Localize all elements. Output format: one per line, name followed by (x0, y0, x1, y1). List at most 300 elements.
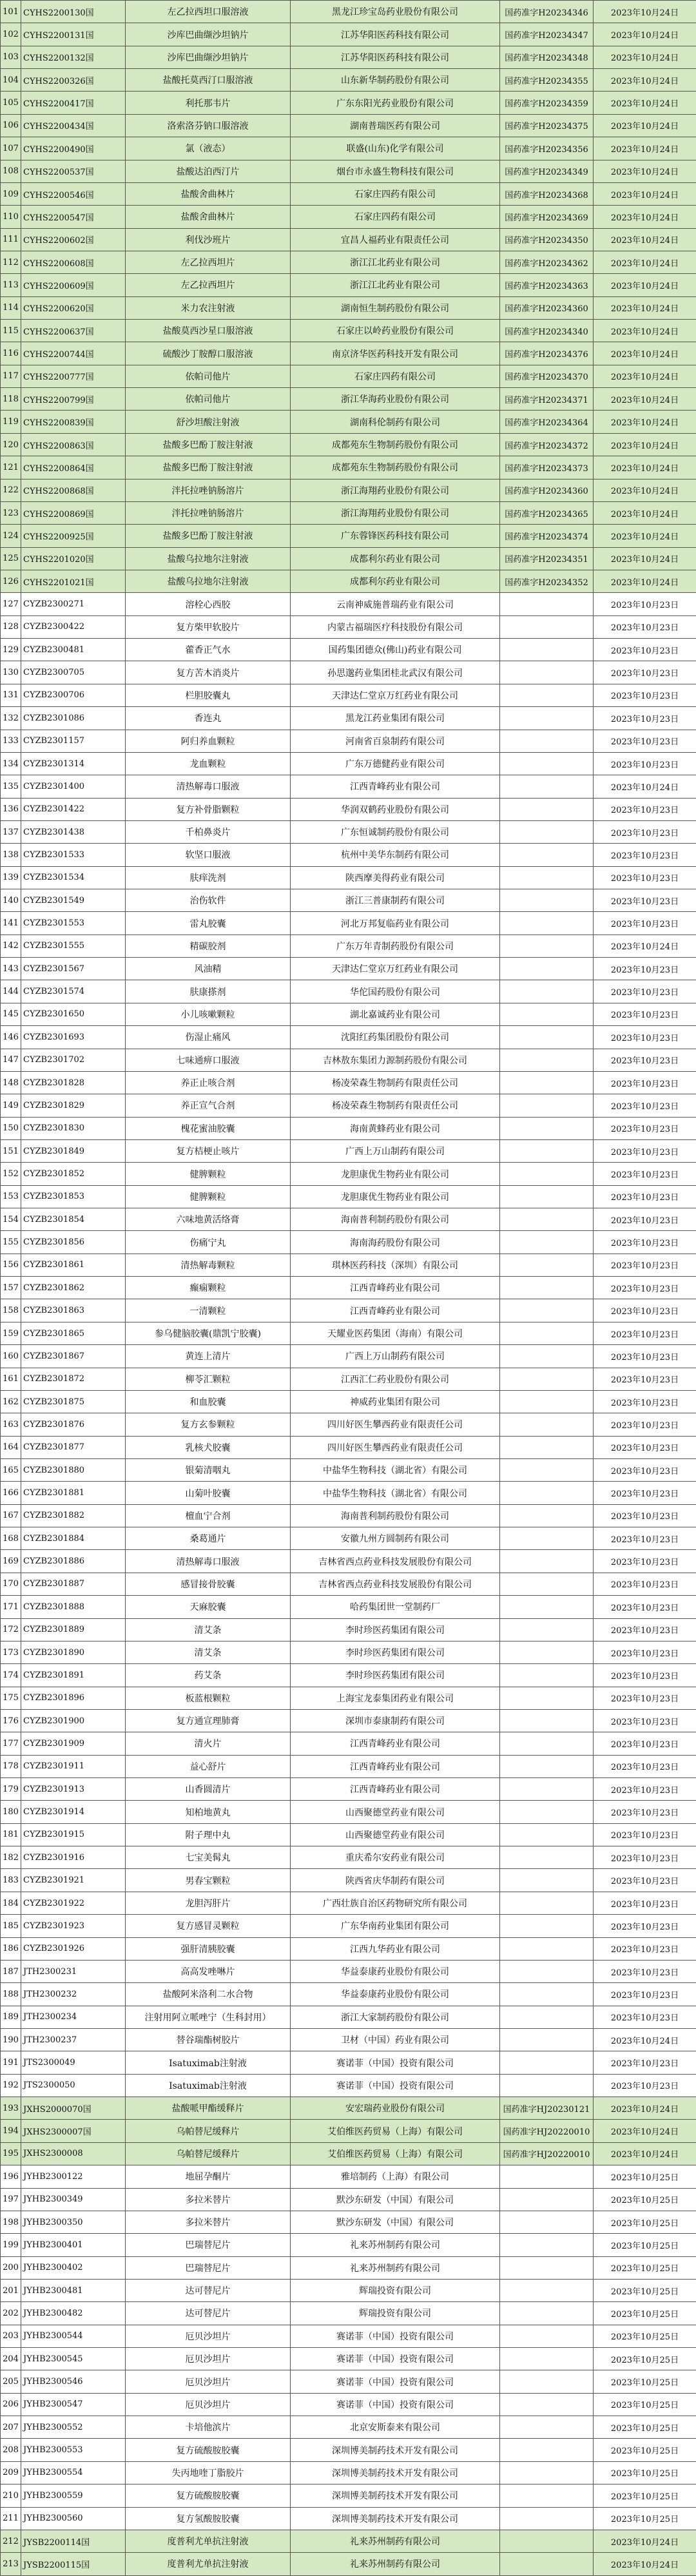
company-name: 天津达仁堂京万红药业有限公司 (291, 684, 500, 706)
drug-name: 益心舒片 (126, 1755, 291, 1777)
row-index: 164 (1, 1436, 21, 1458)
acceptance-number: CYZB2301914 (21, 1801, 126, 1823)
acceptance-number: CYZB2301915 (21, 1823, 126, 1846)
table-row (1, 1368, 696, 1390)
company-name: 河南省百泉制药有限公司 (291, 730, 500, 752)
table-row (1, 912, 696, 935)
table-row (1, 342, 696, 365)
company-name: 广东蓉锋医药科技有限公司 (291, 525, 500, 547)
row-index: 203 (1, 2325, 21, 2347)
approval-date: 2023年10月23日 (594, 1550, 696, 1573)
company-name: 成都利尔药业有限公司 (291, 547, 500, 570)
approval-date: 2023年10月24日 (594, 456, 696, 479)
approval-number (500, 639, 594, 661)
row-index: 112 (1, 251, 21, 273)
company-name: 深圳博美制药技术开发有限公司 (291, 2461, 500, 2484)
row-index: 182 (1, 1846, 21, 1869)
drug-name: 复方补骨脂颗粒 (126, 798, 291, 820)
table-row (1, 1869, 696, 1892)
acceptance-number: CYHS2200417国 (21, 92, 126, 114)
acceptance-number: CYZB2301877 (21, 1436, 126, 1458)
table-row (1, 1732, 696, 1755)
table-row (1, 1482, 696, 1504)
drug-name: 沙库巴曲缬沙坦钠片 (126, 23, 291, 46)
approval-date: 2023年10月23日 (594, 2074, 696, 2097)
row-index: 175 (1, 1687, 21, 1709)
company-name: 深圳博美制药技术开发有限公司 (291, 2484, 500, 2507)
drug-name: 盐酸多巴酚丁胺注射液 (126, 456, 291, 479)
approval-number: 国药准字HJ20220010 (500, 2142, 594, 2165)
approval-date: 2023年10月23日 (594, 707, 696, 730)
row-index: 200 (1, 2256, 21, 2279)
approval-date: 2023年10月23日 (594, 1823, 696, 1846)
table-row (1, 775, 696, 798)
approval-date: 2023年10月24日 (594, 2530, 696, 2552)
approval-date: 2023年10月23日 (594, 1049, 696, 1071)
company-name: 北京安斯泰来有限公司 (291, 2416, 500, 2439)
approval-date: 2023年10月23日 (594, 1755, 696, 1777)
approval-date: 2023年10月24日 (594, 251, 696, 273)
acceptance-number: JYSB2200115国 (21, 2553, 126, 2575)
company-name: 天津达仁堂京万红药业有限公司 (291, 958, 500, 980)
acceptance-number: CYZB2300481 (21, 639, 126, 661)
acceptance-number: CYZB2301314 (21, 752, 126, 775)
row-index: 156 (1, 1254, 21, 1276)
drug-name: 厄贝沙坦片 (126, 2393, 291, 2416)
table-row (1, 2120, 696, 2142)
approval-date: 2023年10月23日 (594, 958, 696, 980)
row-index: 121 (1, 456, 21, 479)
table-row (1, 1573, 696, 1595)
table-row (1, 92, 696, 114)
acceptance-number: CYHS2200537国 (21, 160, 126, 182)
approval-number (500, 1687, 594, 1709)
company-name: 默沙东研发（中国）有限公司 (291, 2188, 500, 2211)
approval-date: 2023年10月23日 (594, 1983, 696, 2006)
approval-number (500, 1664, 594, 1687)
acceptance-number: CYZB2301900 (21, 1709, 126, 1732)
company-name: 哈药集团世一堂制药厂 (291, 1596, 500, 1618)
approval-date: 2023年10月23日 (594, 1163, 696, 1185)
row-index: 126 (1, 570, 21, 592)
acceptance-number: JTH2300231 (21, 1960, 126, 1982)
company-name: 神威药业集团有限公司 (291, 1390, 500, 1413)
table-row (1, 2074, 696, 2097)
drug-name: 清热解毒口服液 (126, 1550, 291, 1573)
drug-name: 米力农注射液 (126, 296, 291, 319)
drug-name: 厄贝沙坦片 (126, 2348, 291, 2370)
company-name: 深圳博美制药技术开发有限公司 (291, 2439, 500, 2461)
company-name: 杨凌荣森生物制药有限责任公司 (291, 1094, 500, 1117)
table-row (1, 593, 696, 615)
acceptance-number: CYHS2200869国 (21, 501, 126, 524)
table-row (1, 1846, 696, 1869)
acceptance-number: CYZB2300706 (21, 684, 126, 706)
approval-date: 2023年10月23日 (594, 752, 696, 775)
row-index: 171 (1, 1596, 21, 1618)
acceptance-number: CYHS2200608国 (21, 251, 126, 273)
table-row (1, 2097, 696, 2120)
table-row (1, 1641, 696, 1663)
company-name: 联盛(山东)化学有限公司 (291, 137, 500, 160)
row-index: 202 (1, 2302, 21, 2325)
approval-number (500, 1299, 594, 1322)
company-name: 石家庄四药有限公司 (291, 206, 500, 228)
approval-number: 国药准字HJ20230121 (500, 2097, 594, 2120)
table-row (1, 2165, 696, 2188)
company-name: 山西聚德堂药业有限公司 (291, 1823, 500, 1846)
acceptance-number: CYZB2301856 (21, 1231, 126, 1254)
company-name: 石家庄四药有限公司 (291, 365, 500, 387)
approval-date: 2023年10月23日 (594, 1368, 696, 1390)
acceptance-number: CYZB2301916 (21, 1846, 126, 1869)
table-row (1, 980, 696, 1003)
company-name: 海南普利制药股份有限公司 (291, 1504, 500, 1527)
approval-date: 2023年10月23日 (594, 2006, 696, 2028)
drug-name: 栏胆胶囊丸 (126, 684, 291, 706)
row-index: 105 (1, 92, 21, 114)
acceptance-number: CYZB2300705 (21, 661, 126, 684)
table-row (1, 2530, 696, 2552)
approval-number (500, 593, 594, 615)
drug-name: 七宝美髯丸 (126, 1846, 291, 1869)
approval-number (500, 1641, 594, 1663)
approval-number (500, 2507, 594, 2530)
company-name: 江西青峰药业有限公司 (291, 1277, 500, 1299)
approval-number (500, 661, 594, 684)
company-name: 辉瑞投资有限公司 (291, 2302, 500, 2325)
company-name: 卫材（中国）药业有限公司 (291, 2028, 500, 2051)
table-row (1, 570, 696, 592)
drug-name: 参乌健脑胶囊(鼎凯宁胶囊) (126, 1322, 291, 1344)
approval-date: 2023年10月23日 (594, 1026, 696, 1049)
company-name: 吉林省西点药业科技发展股份有限公司 (291, 1550, 500, 1573)
row-index: 143 (1, 958, 21, 980)
company-name: 宜昌人福药业有限责任公司 (291, 228, 500, 251)
drug-name: 盐酸哌甲酯缓释片 (126, 2097, 291, 2120)
approval-number (500, 1596, 594, 1618)
table-row (1, 2393, 696, 2416)
approval-number (500, 1322, 594, 1344)
acceptance-number: CYHS2200546国 (21, 182, 126, 205)
approval-date: 2023年10月24日 (594, 411, 696, 433)
table-row (1, 1299, 696, 1322)
approval-date: 2023年10月24日 (594, 23, 696, 46)
company-name: 江西青峰药业有限公司 (291, 1778, 500, 1801)
acceptance-number: CYZB2301086 (21, 707, 126, 730)
table-row (1, 296, 696, 319)
approval-date: 2023年10月24日 (594, 342, 696, 365)
approval-date: 2023年10月23日 (594, 1390, 696, 1413)
approval-date: 2023年10月24日 (594, 137, 696, 160)
table-row (1, 46, 696, 68)
company-name: 吉林省西点药业科技发展股份有限公司 (291, 1573, 500, 1595)
row-index: 151 (1, 1139, 21, 1162)
approval-number (500, 1983, 594, 2006)
company-name: 南京济华医药科技开发有限公司 (291, 342, 500, 365)
acceptance-number: CYZB2301890 (21, 1641, 126, 1663)
approval-number (500, 1732, 594, 1755)
approval-number: 国药准字H20234350 (500, 228, 594, 251)
acceptance-number: JYHB2300547 (21, 2393, 126, 2416)
acceptance-number: CYHS2200863国 (21, 433, 126, 456)
table-row (1, 1687, 696, 1709)
drug-name: 盐酸舍曲林片 (126, 206, 291, 228)
acceptance-number: CYZB2301865 (21, 1322, 126, 1344)
approval-number (500, 1208, 594, 1231)
approval-date: 2023年10月23日 (594, 1459, 696, 1482)
row-index: 211 (1, 2507, 21, 2530)
acceptance-number: CYZB2301553 (21, 912, 126, 935)
table-row (1, 2028, 696, 2051)
row-index: 106 (1, 114, 21, 137)
approval-date: 2023年10月23日 (594, 1299, 696, 1322)
drug-name: 清火片 (126, 1732, 291, 1755)
approval-date: 2023年10月24日 (594, 296, 696, 319)
table-row (1, 2142, 696, 2165)
approval-date: 2023年10月24日 (594, 320, 696, 342)
table-row (1, 2416, 696, 2439)
row-index: 125 (1, 547, 21, 570)
approval-number: 国药准字H20234349 (500, 160, 594, 182)
approval-date: 2023年10月25日 (594, 2393, 696, 2416)
drug-name: 盐酸多巴酚丁胺注射液 (126, 433, 291, 456)
acceptance-number: CYHS2200132国 (21, 46, 126, 68)
drug-name: 香连丸 (126, 707, 291, 730)
approval-number (500, 2211, 594, 2233)
table-row (1, 1755, 696, 1777)
row-index: 205 (1, 2370, 21, 2393)
company-name: 海南黄蜂药业有限公司 (291, 1117, 500, 1139)
approval-date: 2023年10月23日 (594, 1937, 696, 1960)
acceptance-number: CYZB2301867 (21, 1345, 126, 1368)
row-index: 110 (1, 206, 21, 228)
row-index: 101 (1, 1, 21, 23)
approval-date: 2023年10月23日 (594, 1641, 696, 1663)
approval-number (500, 1618, 594, 1641)
approval-table-body (1, 1, 696, 2576)
row-index: 142 (1, 935, 21, 957)
company-name: 华佗国药股份有限公司 (291, 980, 500, 1003)
row-index: 174 (1, 1664, 21, 1687)
row-index: 123 (1, 501, 21, 524)
row-index: 133 (1, 730, 21, 752)
approval-number: 国药准字H20234360 (500, 479, 594, 501)
approval-number: 国药准字H20234370 (500, 365, 594, 387)
approval-date: 2023年10月23日 (594, 1117, 696, 1139)
company-name: 广东万年青制药股份有限公司 (291, 935, 500, 957)
table-row (1, 2461, 696, 2484)
approval-number: 国药准字H20234355 (500, 69, 594, 92)
row-index: 176 (1, 1709, 21, 1732)
approval-date: 2023年10月24日 (594, 2142, 696, 2165)
drug-name: 达可替尼片 (126, 2279, 291, 2301)
approval-number: 国药准字H20234368 (500, 182, 594, 205)
acceptance-number: CYZB2301881 (21, 1482, 126, 1504)
table-row (1, 2279, 696, 2301)
table-row (1, 1960, 696, 1982)
approval-date: 2023年10月23日 (594, 730, 696, 752)
company-name: 黑龙江药业集团有限公司 (291, 707, 500, 730)
approval-date: 2023年10月24日 (594, 182, 696, 205)
approval-date: 2023年10月23日 (594, 980, 696, 1003)
table-row (1, 1345, 696, 1368)
table-row (1, 114, 696, 137)
acceptance-number: CYZB2301828 (21, 1071, 126, 1094)
drug-name: 肤痒洗剂 (126, 866, 291, 889)
approval-date: 2023年10月23日 (594, 1664, 696, 1687)
drug-name: 肤康搽剂 (126, 980, 291, 1003)
approval-number (500, 798, 594, 820)
approval-number (500, 1436, 594, 1458)
row-index: 194 (1, 2120, 21, 2142)
table-row (1, 69, 696, 92)
table-row (1, 365, 696, 387)
drug-name: 一清颗粒 (126, 1299, 291, 1322)
approval-number (500, 1345, 594, 1368)
row-index: 147 (1, 1049, 21, 1071)
table-row (1, 1413, 696, 1436)
company-name: 赛诺菲（中国）投资有限公司 (291, 2393, 500, 2416)
table-row (1, 23, 696, 46)
acceptance-number: CYZB2301849 (21, 1139, 126, 1162)
drug-name: 七味通痹口服液 (126, 1049, 291, 1071)
approval-number: 国药准字H20234376 (500, 342, 594, 365)
drug-name: 左乙拉西坦片 (126, 274, 291, 296)
drug-name: 达可替尼片 (126, 2302, 291, 2325)
row-index: 169 (1, 1550, 21, 1573)
approval-date: 2023年10月23日 (594, 1504, 696, 1527)
approval-date: 2023年10月23日 (594, 1345, 696, 1368)
table-row (1, 1937, 696, 1960)
approval-date: 2023年10月23日 (594, 1527, 696, 1550)
acceptance-number: CYHS2200799国 (21, 388, 126, 411)
table-row (1, 798, 696, 820)
table-row (1, 251, 696, 273)
row-index: 193 (1, 2097, 21, 2120)
approval-date: 2023年10月25日 (594, 2461, 696, 2484)
table-row (1, 1709, 696, 1732)
row-index: 122 (1, 479, 21, 501)
acceptance-number: CYZB2301889 (21, 1618, 126, 1641)
drug-name: 附子理中丸 (126, 1823, 291, 1846)
drug-name: 巴瑞替尼片 (126, 2234, 291, 2256)
table-row (1, 1163, 696, 1185)
table-row (1, 615, 696, 638)
row-index: 136 (1, 798, 21, 820)
approval-date: 2023年10月23日 (594, 1322, 696, 1344)
approval-date: 2023年10月23日 (594, 661, 696, 684)
row-index: 141 (1, 912, 21, 935)
row-index: 162 (1, 1390, 21, 1413)
row-index: 114 (1, 296, 21, 319)
approval-number (500, 2028, 594, 2051)
row-index: 191 (1, 2051, 21, 2074)
row-index: 166 (1, 1482, 21, 1504)
approval-number: 国药准字H20234371 (500, 388, 594, 411)
approval-number (500, 2553, 594, 2575)
table-row (1, 137, 696, 160)
drug-name: 龙血颗粒 (126, 752, 291, 775)
approval-number: 国药准字H20234356 (500, 137, 594, 160)
drug-name: 六味地黄活络膏 (126, 1208, 291, 1231)
drug-name: 健脾颗粒 (126, 1163, 291, 1185)
table-row (1, 1003, 696, 1025)
row-index: 185 (1, 1915, 21, 1937)
drug-name: 盐酸乌拉地尔注射液 (126, 570, 291, 592)
table-row (1, 1322, 696, 1344)
company-name: 深圳博美制药技术开发有限公司 (291, 2507, 500, 2530)
company-name: 礼来苏州制药有限公司 (291, 2553, 500, 2575)
row-index: 199 (1, 2234, 21, 2256)
row-index: 189 (1, 2006, 21, 2028)
table-row (1, 866, 696, 889)
acceptance-number: CYZB2301880 (21, 1459, 126, 1482)
acceptance-number: CYZB2301922 (21, 1892, 126, 1914)
table-row (1, 2484, 696, 2507)
drug-name: 伤痛宁丸 (126, 1231, 291, 1254)
acceptance-number: CYHS2200490国 (21, 137, 126, 160)
row-index: 188 (1, 1983, 21, 2006)
company-name: 山西聚德堂药业有限公司 (291, 1801, 500, 1823)
approval-date: 2023年10月24日 (594, 365, 696, 387)
approval-number (500, 1459, 594, 1482)
acceptance-number: CYZB2301891 (21, 1664, 126, 1687)
approval-date: 2023年10月23日 (594, 1277, 696, 1299)
approval-date: 2023年10月25日 (594, 2348, 696, 2370)
company-name: 湖北嘉诚药业有限公司 (291, 1003, 500, 1025)
company-name: 江苏华阳医药科技有限公司 (291, 46, 500, 68)
drug-name: 山香圆清片 (126, 1778, 291, 1801)
company-name: 浙江三普康制药有限公司 (291, 889, 500, 912)
acceptance-number: CYZB2301863 (21, 1299, 126, 1322)
company-name: 雅培制药（上海）有限公司 (291, 2165, 500, 2188)
approval-number (500, 1277, 594, 1299)
table-row (1, 160, 696, 182)
acceptance-number: CYZB2301861 (21, 1254, 126, 1276)
approval-date: 2023年10月25日 (594, 2211, 696, 2233)
approval-number: 国药准字H20234359 (500, 92, 594, 114)
approval-number (500, 1139, 594, 1162)
drug-name: 舒沙坦酸注射液 (126, 411, 291, 433)
acceptance-number: JXHS2300007国 (21, 2120, 126, 2142)
approval-number (500, 1527, 594, 1550)
company-name: 吉林敖东集团力源制药股份有限公司 (291, 1049, 500, 1071)
company-name: 海南普利制药股份有限公司 (291, 1208, 500, 1231)
table-row (1, 1892, 696, 1914)
row-index: 111 (1, 228, 21, 251)
row-index: 167 (1, 1504, 21, 1527)
company-name: 礼来苏州制药有限公司 (291, 2234, 500, 2256)
approval-number (500, 2461, 594, 2484)
drug-name: 巴瑞替尼片 (126, 2256, 291, 2279)
company-name: 成都苑东生物制药股份有限公司 (291, 433, 500, 456)
company-name: 石家庄四药有限公司 (291, 182, 500, 205)
acceptance-number: CYZB2301549 (21, 889, 126, 912)
company-name: 赛诺菲（中国）投资有限公司 (291, 2370, 500, 2393)
acceptance-number: CYZB2301882 (21, 1504, 126, 1527)
approval-date: 2023年10月25日 (594, 2188, 696, 2211)
drug-name: 沙库巴曲缬沙坦钠片 (126, 46, 291, 68)
approval-number: 国药准字H20234369 (500, 206, 594, 228)
row-index: 148 (1, 1071, 21, 1094)
row-index: 108 (1, 160, 21, 182)
approval-date: 2023年10月24日 (594, 1, 696, 23)
drug-name: 泮托拉唑钠肠溶片 (126, 479, 291, 501)
company-name: 成都利尔药业有限公司 (291, 570, 500, 592)
table-row (1, 547, 696, 570)
acceptance-number: CYZB2301829 (21, 1094, 126, 1117)
